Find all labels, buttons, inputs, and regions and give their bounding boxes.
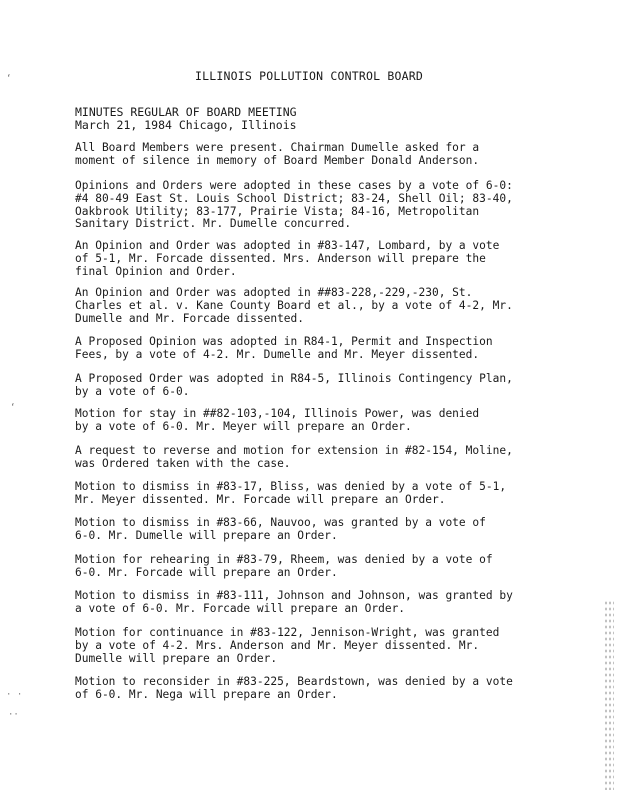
- scan-mark: ··: [8, 710, 19, 720]
- text-line: final Opinion and Order.: [75, 264, 237, 278]
- text-line: Motion for continuance in #83-122, Jennison-Wright, was granted: [75, 626, 500, 639]
- text-line: by a vote of 4-2. Mrs. Anderson and Mr. Meyer dissented. Mr.: [75, 638, 480, 652]
- text-line: Charles et al. v. Kane County Board et al., by a vote of 4-2, Mr.: [75, 298, 513, 312]
- paragraph-permit-fees: [75, 336, 545, 362]
- text-line: Dumelle will prepare an Order.: [75, 651, 278, 665]
- text-line: An Opinion and Order was adopted in ##83-228,-229,-230, St.: [75, 286, 473, 299]
- scan-speckle: [604, 600, 614, 790]
- text-line: #4 80-49 East St. Louis School District; 83-24, Shell Oil; 83-40,: [75, 191, 513, 205]
- scan-mark: · ·: [6, 690, 23, 700]
- minutes-heading: [75, 106, 545, 131]
- heading-line: MINUTES REGULAR OF BOARD MEETING: [75, 105, 297, 119]
- paragraph-bliss: [75, 481, 545, 507]
- text-line: Dumelle and Mr. Forcade dissented.: [75, 311, 305, 325]
- text-line: by a vote of 6-0. Mr. Meyer will prepare an Order.: [75, 419, 412, 433]
- document-title: ILLINOIS POLLUTION CONTROL BOARD: [195, 69, 423, 83]
- paragraph-moline: [75, 445, 545, 471]
- paragraph-nauvoo: [75, 517, 545, 543]
- heading-date-line: March 21, 1984 Chicago, Illinois: [75, 117, 297, 132]
- text-line: Mr. Meyer dissented. Mr. Forcade will prepare an Order.: [75, 492, 446, 506]
- paragraph-illinois-power: [75, 408, 545, 434]
- paragraph-st-charles: [75, 287, 545, 325]
- text-line: Motion to dismiss in #83-17, Bliss, was denied by a vote of 5-1,: [75, 480, 507, 493]
- text-line: of 5-1, Mr. Forcade dissented. Mrs. Anderson will prepare the: [75, 251, 486, 265]
- text-line: Oakbrook Utility; 83-177, Prairie Vista; 84-16, Metropolitan: [75, 204, 480, 218]
- text-line: Motion to reconsider in #83-225, Beardstown, was denied by a vote: [75, 675, 513, 688]
- paragraph-johnson: [75, 590, 545, 616]
- text-line: Opinions and Orders were adopted in these cases by a vote of 6-0:: [75, 179, 513, 192]
- text-line: An Opinion and Order was adopted in #83-147, Lombard, by a vote: [75, 239, 500, 252]
- text-line: 6-0. Mr. Forcade will prepare an Order.: [75, 565, 338, 579]
- text-line: 6-0. Mr. Dumelle will prepare an Order.: [75, 528, 338, 542]
- text-line: by a vote of 6-0.: [75, 384, 190, 398]
- paragraph-rheem: [75, 554, 545, 580]
- paragraph-attendance: [75, 142, 545, 168]
- text-line: Motion to dismiss in #83-111, Johnson and Johnson, was granted by: [75, 589, 513, 602]
- text-line: Motion for stay in ##82-103,-104, Illinois Power, was denied: [75, 407, 480, 420]
- paragraph-opinions-adopted: [75, 180, 545, 231]
- text-line: was Ordered taken with the case.: [75, 456, 291, 470]
- text-line: moment of silence in memory of Board Member Donald Anderson.: [75, 153, 480, 167]
- text-line: Motion for rehearing in #83-79, Rheem, was denied by a vote of: [75, 553, 493, 566]
- text-line: A request to reverse and motion for extension in #82-154, Moline,: [75, 444, 513, 457]
- text-line: of 6-0. Mr. Nega will prepare an Order.: [75, 687, 338, 701]
- scan-mark: ‘: [6, 74, 12, 84]
- paragraph-beardstown: [75, 676, 545, 702]
- paragraph-jennison-wright: [75, 627, 545, 665]
- text-line: Sanitary District. Mr. Dumelle concurred.: [75, 217, 352, 231]
- text-line: Fees, by a vote of 4-2. Mr. Dumelle and Mr. Meyer dissented.: [75, 347, 480, 361]
- text-line: a vote of 6-0. Mr. Forcade will prepare an Order.: [75, 601, 406, 615]
- paragraph-contingency-plan: [75, 373, 545, 399]
- text-line: A Proposed Opinion was adopted in R84-1, Permit and Inspection: [75, 335, 493, 348]
- text-line: Motion to dismiss in #83-66, Nauvoo, was granted by a vote of: [75, 516, 486, 529]
- paragraph-lombard: [75, 240, 545, 278]
- scan-mark: ‘: [10, 403, 16, 413]
- text-line: A Proposed Order was adopted in R84-5, Illinois Contingency Plan,: [75, 372, 513, 385]
- text-line: All Board Members were present. Chairman Dumelle asked for a: [75, 141, 480, 154]
